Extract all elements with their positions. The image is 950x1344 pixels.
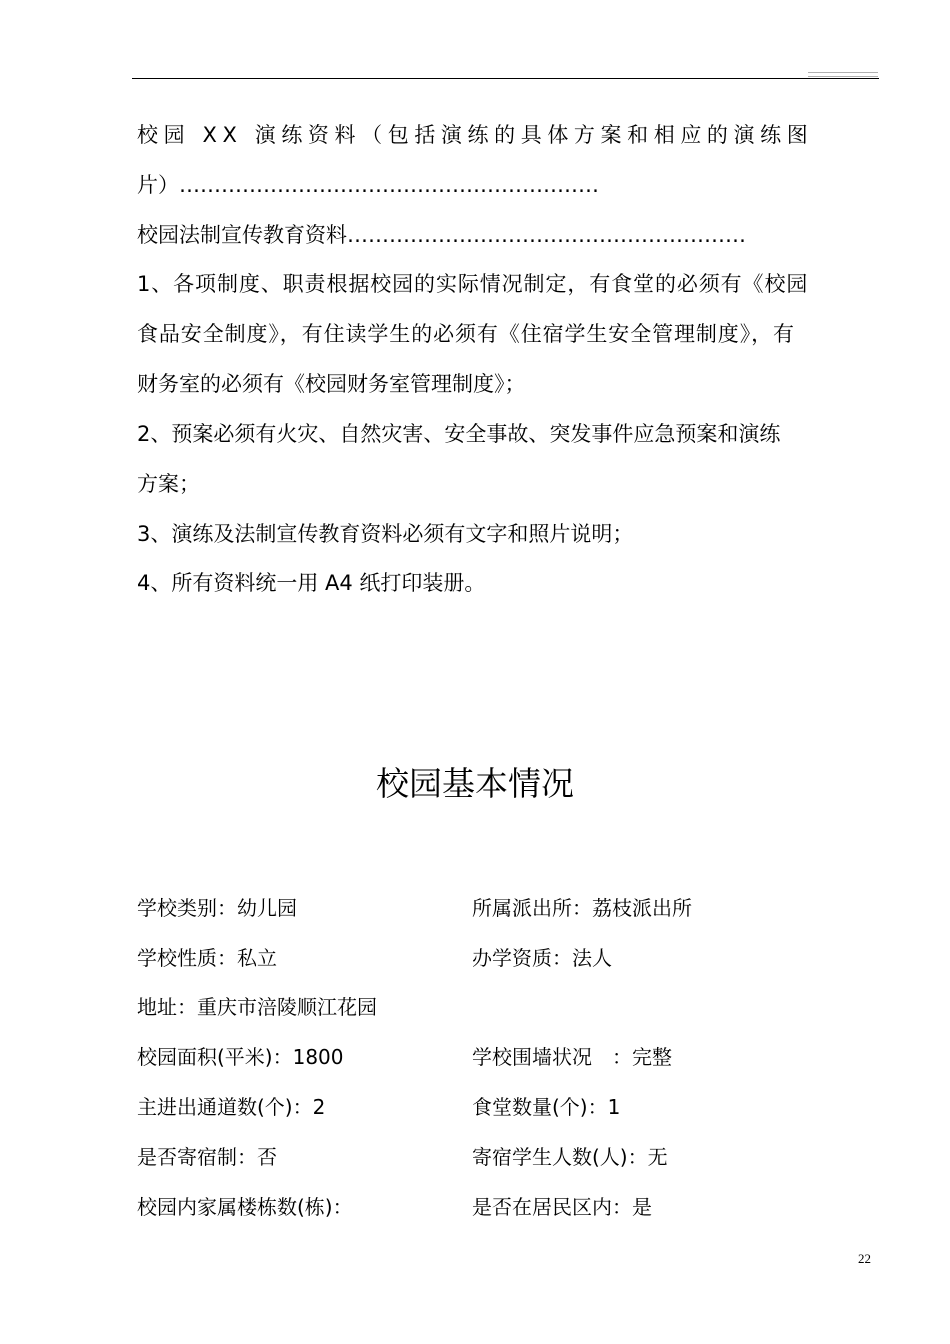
police-station: 所属派出所：荔枝派出所 bbox=[472, 896, 692, 920]
family-buildings: 校园内家属楼栋数(栋)： bbox=[137, 1195, 353, 1219]
intro-line-3-dots: ………………………………………………… bbox=[347, 223, 746, 247]
campus-area: 校园面积(平米)：1800 bbox=[137, 1045, 344, 1069]
intro-line-2-text: 片） bbox=[137, 173, 179, 197]
note-2-line-2: 方案； bbox=[137, 472, 200, 496]
intro-line-3 bbox=[137, 221, 746, 249]
school-type: 学校类别：幼儿园 bbox=[137, 896, 297, 920]
intro-line-2 bbox=[137, 171, 599, 199]
boarding-students: 寄宿学生人数(人)：无 bbox=[472, 1145, 668, 1169]
in-residential-area: 是否在居民区内：是 bbox=[472, 1195, 652, 1219]
note-3: 3、演练及法制宣传教育资料必须有文字和照片说明； bbox=[137, 522, 634, 546]
note-4: 4、所有资料统一用 A4 纸打印装册。 bbox=[137, 571, 486, 595]
note-1-line-2: 食品安全制度》，有住读学生的必须有《住宿学生安全管理制度》，有 bbox=[137, 322, 795, 346]
qualification: 办学资质：法人 bbox=[472, 946, 612, 970]
section-title: 校园基本情况 bbox=[376, 764, 574, 803]
intro-line-3-text: 校园法制宣传教育资料 bbox=[137, 223, 347, 247]
canteen-count: 食堂数量(个)：1 bbox=[472, 1095, 621, 1119]
intro-line-2-dots: …………………………………………………… bbox=[179, 173, 599, 197]
boarding: 是否寄宿制：否 bbox=[137, 1145, 277, 1169]
header-rule bbox=[132, 78, 879, 79]
note-1-line-1: 1、各项制度、职责根据校园的实际情况制定，有食堂的必须有《校园 bbox=[137, 272, 809, 296]
school-nature: 学校性质：私立 bbox=[137, 946, 277, 970]
note-1-line-3: 财务室的必须有《校园财务室管理制度》； bbox=[137, 372, 526, 396]
page-number: 22 bbox=[858, 1251, 871, 1266]
note-2-line-1: 2、预案必须有火灾、自然灾害、安全事故、突发事件应急预案和演练 bbox=[137, 422, 781, 446]
address: 地址：重庆市涪陵顺江花园 bbox=[137, 995, 377, 1019]
wall-status: 学校围墙状况 ：完整 bbox=[472, 1045, 672, 1069]
intro-line-1: 校园 XX 演练资料（包括演练的具体方案和相应的演练图 bbox=[137, 123, 814, 147]
main-exits: 主进出通道数(个)：2 bbox=[137, 1095, 326, 1119]
header-mark bbox=[808, 72, 878, 77]
